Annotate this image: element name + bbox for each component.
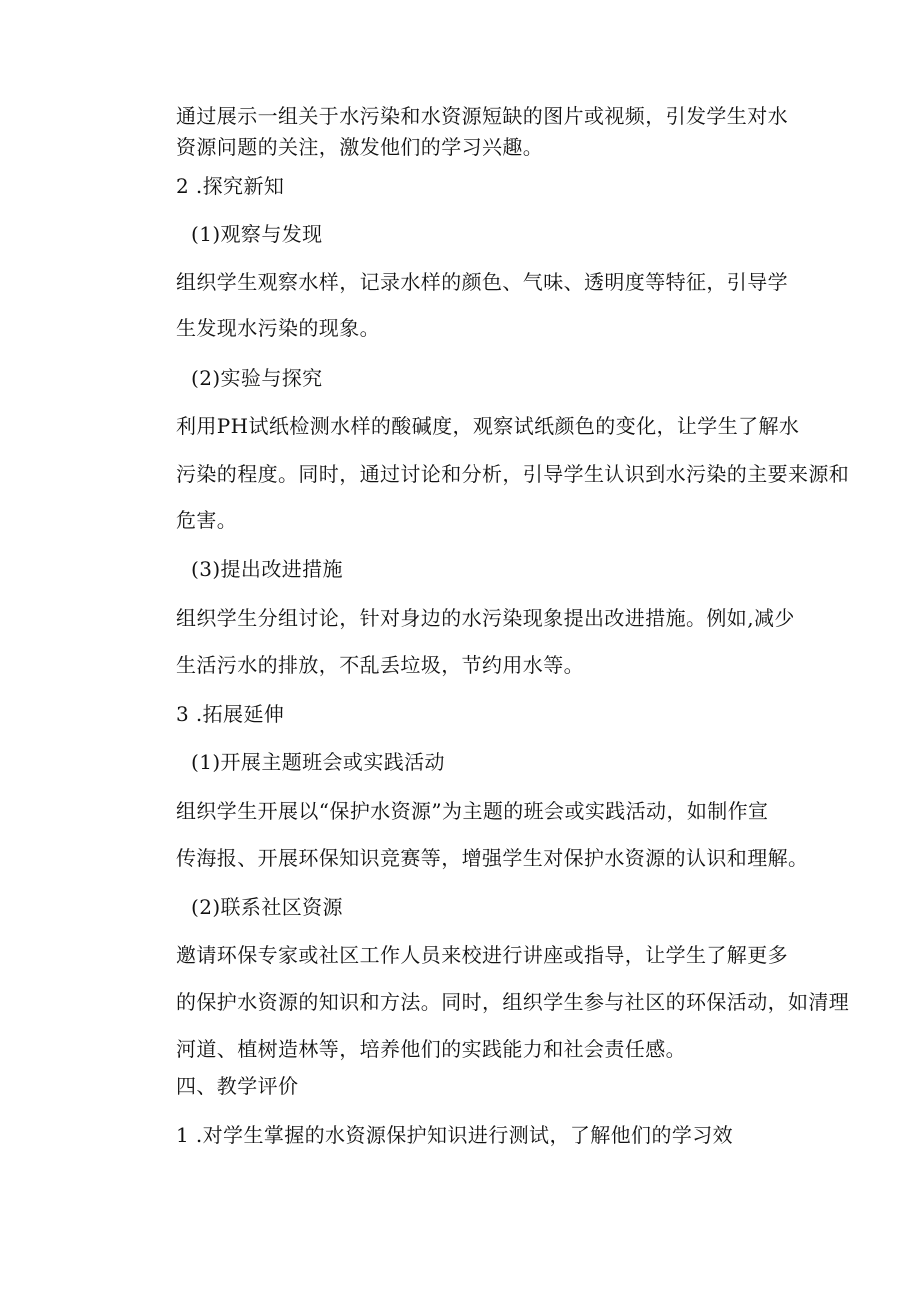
- section-heading: 1 .对学生掌握的水资源保护知识进行测试，了解他们的学习效: [176, 1123, 734, 1147]
- body-line: 组织学生开展以“保护水资源”为主题的班会或实践活动，如制作宣: [176, 799, 769, 823]
- body-line: 邀请环保专家或社区工作人员来校进行讲座或指导，让学生了解更多: [176, 943, 788, 967]
- subsection-heading: (1)开展主题班会或实践活动: [191, 750, 445, 774]
- body-line: 的保护水资源的知识和方法。同时，组织学生参与社区的环保活动，如清理: [176, 990, 850, 1014]
- section-heading: 2 .探究新知: [176, 174, 285, 198]
- body-line: 危害。: [176, 508, 238, 532]
- section-heading: 四、教学评价: [176, 1074, 299, 1098]
- body-line: 通过展示一组关于水污染和水资源短缺的图片或视频，引发学生对水: [176, 104, 788, 128]
- body-line: 河道、植树造林等，培养他们的实践能力和社会责任感。: [176, 1037, 686, 1061]
- body-line: 组织学生观察水样，记录水样的颜色、气味、透明度等特征，引导学: [176, 270, 788, 294]
- section-heading: 3 .拓展延伸: [176, 702, 285, 726]
- subsection-heading: (2)实验与探究: [191, 366, 323, 390]
- subsection-heading: (3)提出改进措施: [191, 557, 343, 581]
- body-line: 污染的程度。同时，通过讨论和分析，引导学生认识到水污染的主要来源和: [176, 462, 850, 486]
- body-line: 生活污水的排放，不乱丢垃圾，节约用水等。: [176, 653, 584, 677]
- body-line: 传海报、开展环保知识竞赛等，增强学生对保护水资源的认识和理解。: [176, 846, 809, 870]
- body-line: 资源问题的关注，激发他们的学习兴趣。: [176, 135, 544, 159]
- body-line: 组织学生分组讨论，针对身边的水污染现象提出改进措施。例如,减少: [176, 606, 795, 630]
- subsection-heading: (1)观察与发现: [191, 222, 323, 246]
- body-line: 利用PH试纸检测水样的酸碱度，观察试纸颜色的变化，让学生了解水: [176, 414, 800, 438]
- body-line: 生发现水污染的现象。: [176, 316, 380, 340]
- subsection-heading: (2)联系社区资源: [191, 895, 343, 919]
